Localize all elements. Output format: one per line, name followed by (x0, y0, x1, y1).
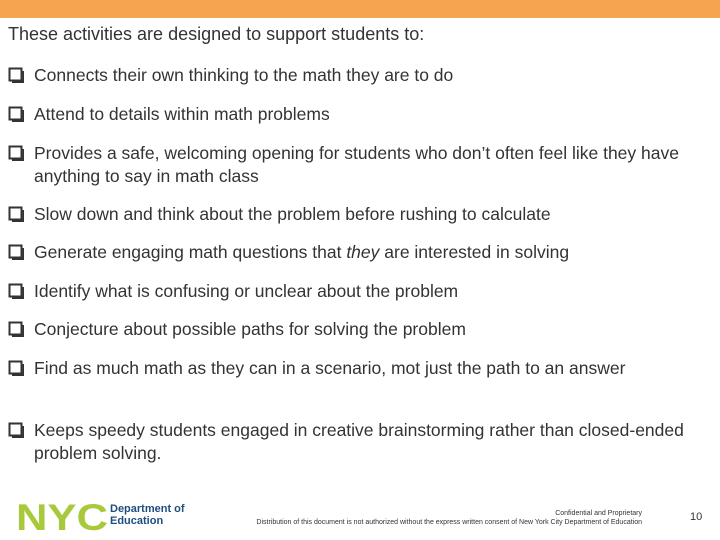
list-item-text: Generate engaging math questions that they are interested in solving (34, 242, 570, 262)
checkbox-bullet-icon (8, 106, 24, 122)
slide-heading: These activities are designed to support students to: (8, 24, 425, 44)
top-accent-bar (0, 0, 720, 18)
confidential-label: Confidential and Proprietary (555, 510, 642, 517)
list-item-text: Attend to details within math problems (34, 104, 330, 124)
checkbox-bullet-icon (8, 244, 24, 260)
emphasis-they: they (346, 242, 380, 262)
checkbox-bullet-icon (8, 283, 24, 299)
list-item-text: Keeps speedy students engaged in creative brainstorming rather than closed-ended problem solving. (34, 420, 684, 463)
list-item-text: Find as much math as they can in a scenario, mot just the path to an answer (34, 358, 626, 378)
education-label: Education (110, 515, 164, 527)
checkbox-bullet-icon (8, 321, 24, 337)
checkbox-bullet-icon (8, 145, 24, 161)
list-item-text: Identify what is confusing or unclear about the problem (34, 281, 459, 301)
checkbox-bullet-icon (8, 67, 24, 83)
list-item-text: Conjecture about possible paths for solving the problem (34, 319, 466, 339)
list-item-text: Provides a safe, welcoming opening for students who don’t often feel like they have anything to say in math class (34, 143, 679, 186)
distribution-notice: Distribution of this document is not authorized without the express written consent of New York City Department of Education (256, 519, 642, 526)
list-item-text: Slow down and think about the problem before rushing to calculate (34, 204, 551, 224)
nyc-logo-text: NYC (16, 498, 108, 534)
list-item-text: Connects their own thinking to the math they are to do (34, 65, 454, 85)
checkbox-bullet-icon (8, 360, 24, 376)
department-of-label: Department of (110, 503, 185, 515)
checkbox-bullet-icon (8, 206, 24, 222)
page-number: 10 (690, 511, 703, 523)
nyc-doe-logo (16, 498, 196, 534)
footer-legal (222, 509, 642, 527)
checkbox-bullet-icon (8, 422, 24, 438)
